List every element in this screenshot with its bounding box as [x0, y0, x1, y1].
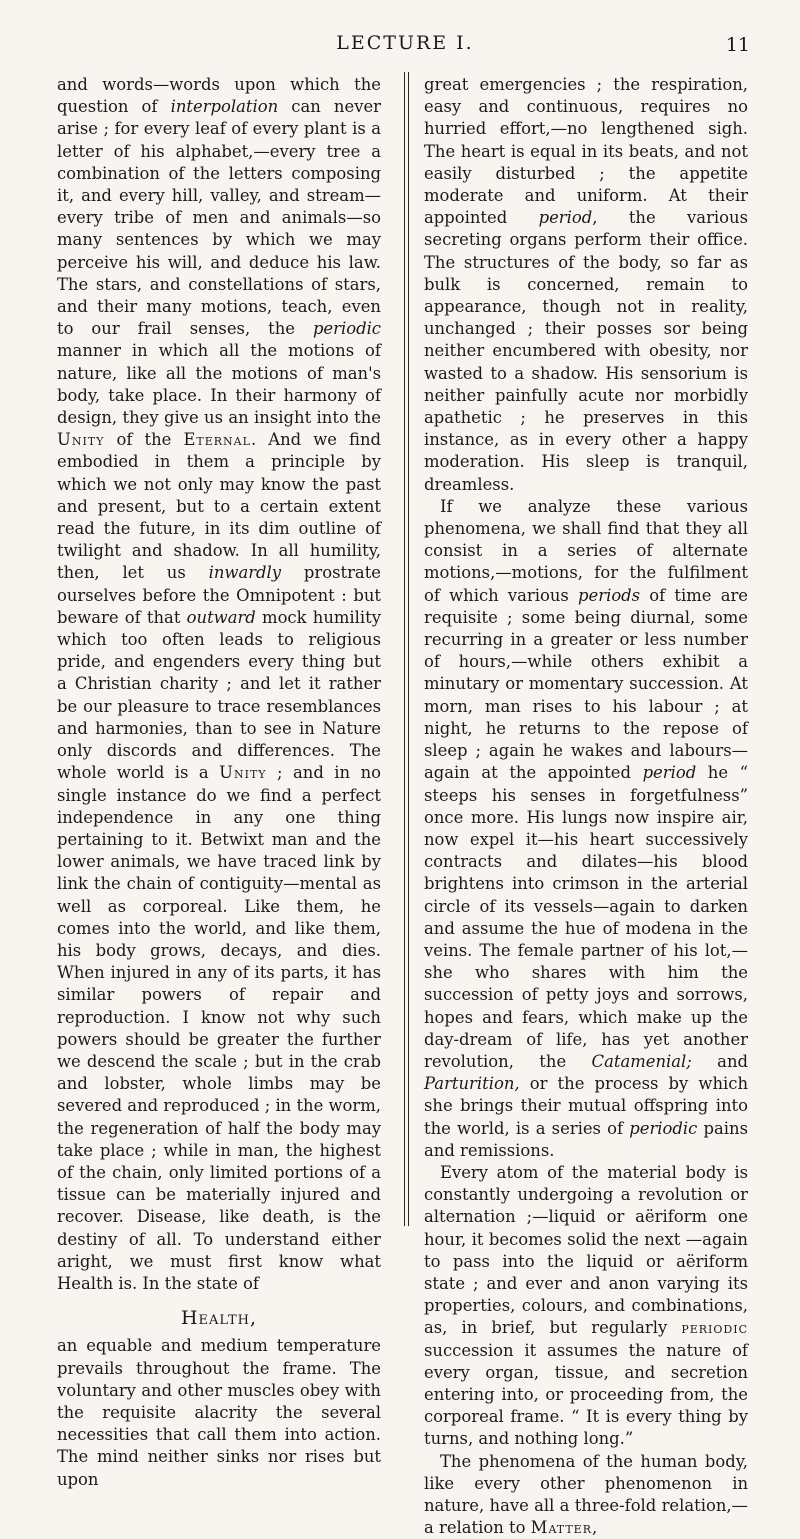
page-header: [60, 32, 750, 62]
paragraph: If we analyze these various phenomena, we shall find that they all consist in a series of alternate motions,—motions, for the fulfilment of which various periods of time are requisite ; some being diurnal, some recurring in a greater or less number of hours,—while others exhibit a minutary or momentary succession. At morn, man rises to his labour ; at night, he returns to the repose of sleep ; again he wakes and labours—again at the appointed period he “ steeps his senses in forgetfulness” once more. His lungs now inspire air, now expel it—his heart successively contracts and dilates—his blood brightens into crimson in the arterial circle of its vessels—again to darken and assume the hue of modena in the veins. The female partner of his lot,—she who shares with him the succession of petty joys and sorrows, hopes and fears, which make up the day-dream of life, has yet another revolution, the Catamenial; and Parturition, or the process by which she brings their mutual offspring into the world, is a series of periodic pains and remissions.: [424, 496, 748, 1160]
column-rule-right: [408, 72, 409, 1226]
paragraph: Every atom of the material body is constantly undergoing a revolution or alternation ;—liquid or aëriform one hour, it becomes solid the next —again to pass into the liquid or aëriform state ; and ever and anon varying its properties, colours, and combinations, as, in brief, but regularly periodic succession it assumes the nature of every organ, tissue, and secretion entering into, or proceeding from, the corporeal frame. “ It is every thing by turns, and nothing long.”: [424, 1162, 748, 1449]
paragraph: an equable and medium temperature prevails throughout the frame. The voluntary and other muscles obey with the requisite alacrity the several necessities that call them into action. The mind neither sinks nor rises but upon: [57, 1336, 381, 1489]
running-head: LECTURE I.: [336, 32, 474, 54]
section-heading: Health,: [180, 1307, 258, 1330]
left-column: [57, 74, 381, 1491]
paragraph: great emergencies ; the respiration, easy and continuous, requires no hurried effort,—no lengthened sigh. The heart is equal in its beats, and not easily disturbed ; the appetite moderate and uniform. At their appointed period, the various secreting organs perform their office. The structures of the body, so far as bulk is concerned, remain to appearance, though not in reality, unchanged ; their posses sor being neither encumbered with obesity, nor wasted to a shadow. His sensorium is neither painfully acute nor morbidly apathetic ; he preserves in this instance, as in every other a happy moderation. His sleep is tranquil, dreamless.: [424, 75, 748, 494]
paragraph: and words—words upon which the question of interpolation can never arise ; for every leaf of every plant is a letter of his alphabet,—every tree a combination of the letters composing it, and every hill, valley, and stream—every tribe of men and animals—so many sentences by which we may perceive his will, and deduce his law. The stars, and constellations of stars, and their many motions, teach, even to our frail senses, the periodic manner in which all the motions of nature, like all the motions of man's body, take place. In their harmony of design, they give us an insight into the Unity of the Eternal. And we find embodied in them a principle by which we not only may know the past and present, but to a certain extent read the future, in its dim outline of twilight and shadow. In all humility, then, let us inwardly prostrate ourselves before the Omnipotent : but beware of that outward mock humility which too often leads to religious pride, and engenders every thing but a Christian charity ; and let it rather be our pleasure to trace resemblances and harmonies, than to see in Nature only discords and differences. The whole world is a Unity ; and in no single instance do we find a perfect independence in any one thing pertaining to it. Betwixt man and the lower animals, we have traced link by link the chain of contiguity—mental as well as corporeal. Like them, he comes into the world, and like them, his body grows, decays, and dies. When injured in any of its parts, it has similar powers of repair and reproduction. I know not why such powers should be greater the further we descend the scale ; but in the crab and lobster, whole limbs may be severed and reproduced ; in the worm, the regeneration of half the body may take place ; while in man, the highest of the chain, only limited portions of a tissue can be materially injured and recover. Disease, like death, is the destiny of all. To understand either aright, we must first know what Health is. In the state of: [57, 75, 381, 1293]
paragraph: The phenomena of the human body, like every other phenomenon in nature, have all a three-fold relation,—a relation to Matter,: [424, 1451, 748, 1538]
page-number: 11: [725, 34, 750, 56]
right-column: [424, 74, 748, 1539]
column-rule-left: [404, 72, 405, 1226]
